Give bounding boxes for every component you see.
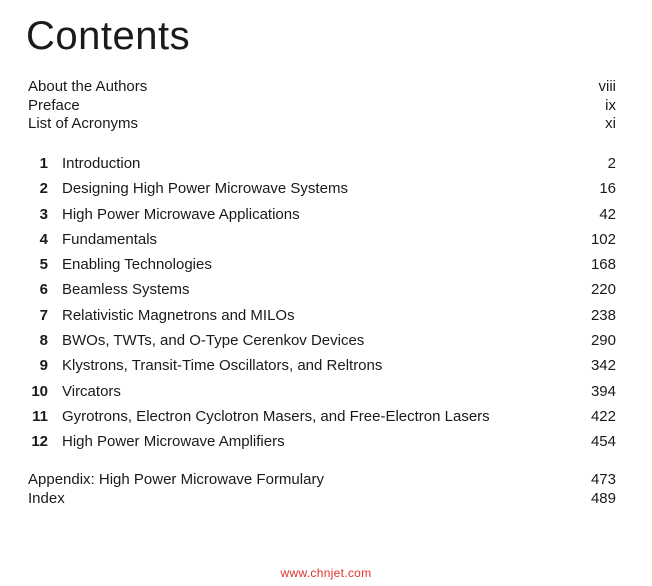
- chapter-number: 12: [31, 433, 48, 451]
- chapter-entry-11: [28, 404, 616, 429]
- toc-entry-page: ix: [605, 96, 616, 114]
- chapter-number: 9: [39, 357, 48, 375]
- toc-entry-about-authors: [28, 78, 616, 97]
- chapter-number: 2: [39, 180, 48, 198]
- chapter-page: 290: [590, 332, 616, 350]
- chapter-page: 168: [590, 256, 616, 274]
- chapter-number: 3: [39, 205, 48, 223]
- watermark-text: www.chnjet.com: [280, 566, 372, 580]
- chapter-title: Fundamentals: [62, 230, 158, 248]
- front-matter-list: [28, 78, 616, 134]
- chapter-entry-12: [28, 429, 616, 454]
- chapter-number: 4: [39, 230, 48, 248]
- chapter-number: 7: [39, 306, 48, 324]
- chapter-number: 10: [31, 382, 48, 400]
- chapter-title: Enabling Technologies: [62, 256, 212, 274]
- chapter-title: Designing High Power Microwave Systems: [62, 180, 348, 198]
- page-title: Contents: [26, 14, 191, 58]
- toc-entry-label: List of Acronyms: [28, 115, 139, 132]
- chapter-page: 42: [599, 205, 616, 223]
- chapter-entry-8: [28, 328, 616, 353]
- chapter-entry-1: [28, 151, 616, 176]
- toc-entry-page: 473: [590, 471, 616, 488]
- chapter-entry-2: [28, 176, 616, 201]
- chapter-title: Vircators: [62, 382, 121, 400]
- chapter-page: 422: [590, 407, 616, 425]
- toc-entry-appendix: [28, 470, 616, 489]
- toc-entry-label: About the Authors: [28, 78, 148, 95]
- chapter-title: Beamless Systems: [62, 281, 190, 299]
- toc-entry-preface: [28, 97, 616, 116]
- toc-entry-index: [28, 489, 616, 508]
- chapter-title: High Power Microwave Amplifiers: [62, 433, 285, 451]
- toc-entry-label: Preface: [28, 96, 80, 114]
- chapter-page: 342: [590, 357, 616, 375]
- chapter-entry-5: [28, 252, 616, 277]
- back-matter-list: [28, 470, 616, 508]
- chapter-list: [28, 151, 616, 455]
- toc-entry-label: Index: [28, 490, 65, 507]
- chapter-entry-9: [28, 353, 616, 378]
- toc-entry-page: viii: [598, 78, 616, 95]
- toc-entry-page: 489: [590, 490, 616, 507]
- chapter-page: 454: [590, 433, 616, 451]
- chapter-page: 238: [590, 306, 616, 324]
- chapter-page: 220: [590, 281, 616, 299]
- chapter-entry-7: [28, 303, 616, 328]
- toc-entry-label: Appendix: High Power Microwave Formulary: [28, 471, 324, 488]
- chapter-title: Relativistic Magnetrons and MILOs: [62, 306, 295, 324]
- toc-entry-acronyms: [28, 115, 616, 134]
- chapter-page: 394: [590, 382, 616, 400]
- chapter-entry-3: [28, 202, 616, 227]
- chapter-number: 5: [39, 256, 48, 274]
- toc-entry-page: xi: [605, 115, 616, 132]
- chapter-title: Klystrons, Transit-Time Oscillators, and Reltrons: [62, 357, 383, 375]
- chapter-title: Introduction: [62, 155, 141, 172]
- chapter-title: Gyrotrons, Electron Cyclotron Masers, and Free-Electron Lasers: [62, 407, 490, 425]
- chapter-number: 1: [39, 155, 48, 172]
- chapter-page: 2: [607, 155, 616, 172]
- chapter-title: High Power Microwave Applications: [62, 205, 300, 223]
- chapter-entry-10: [28, 379, 616, 404]
- chapter-number: 6: [39, 281, 48, 299]
- chapter-entry-4: [28, 227, 616, 252]
- chapter-title: BWOs, TWTs, and O-Type Cerenkov Devices: [62, 332, 365, 350]
- chapter-number: 8: [39, 332, 48, 350]
- chapter-number: 11: [32, 407, 48, 425]
- chapter-entry-6: [28, 277, 616, 302]
- chapter-page: 102: [590, 230, 616, 248]
- chapter-page: 16: [599, 180, 616, 198]
